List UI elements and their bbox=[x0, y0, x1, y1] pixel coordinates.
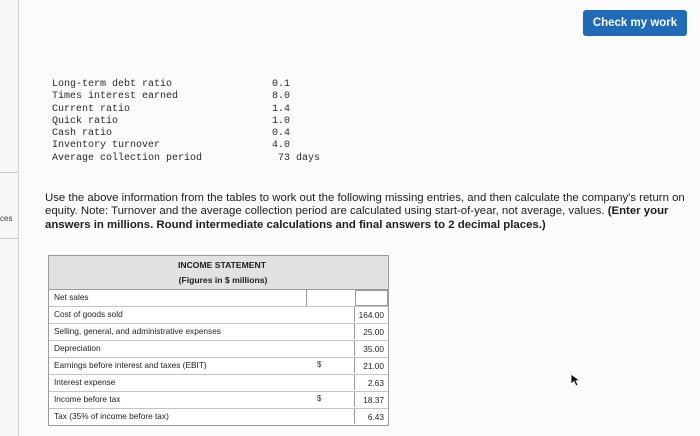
ratio-name: Average collection period bbox=[52, 152, 203, 164]
ratio-name: Cash ratio bbox=[52, 128, 113, 140]
table-title: INCOME STATEMENT bbox=[177, 260, 266, 270]
ratio-row bbox=[52, 91, 332, 103]
mouse-cursor-icon bbox=[571, 374, 583, 388]
ratio-value: 1.0 bbox=[272, 115, 291, 127]
ratio-row bbox=[52, 79, 332, 91]
ratio-value: 0.1 bbox=[272, 79, 291, 90]
dollar-sign: $ bbox=[317, 360, 322, 369]
ratio-row bbox=[52, 128, 332, 140]
table-row bbox=[49, 324, 388, 341]
dollar-sign: $ bbox=[317, 394, 322, 403]
table-row bbox=[49, 341, 388, 358]
row-label: Interest expense bbox=[54, 377, 116, 387]
table-row bbox=[49, 409, 388, 425]
divider bbox=[0, 238, 18, 239]
instructions-text: Use the above information from the tables to work out the following missing entries, and then calculate the company's return on equity. Note: Turnover and the average collection period are calculated using start-of-year, not average, values. bbox=[45, 192, 685, 218]
ratio-name: Times interest earned bbox=[52, 91, 179, 103]
ratio-value: 0.4 bbox=[272, 128, 291, 140]
table-row bbox=[49, 290, 388, 307]
table-row bbox=[49, 307, 388, 324]
row-value: 21.00 bbox=[354, 358, 386, 373]
row-label: Selling, general, and administrative expenses bbox=[54, 326, 221, 336]
ratio-row bbox=[52, 104, 332, 116]
row-value: 35.00 bbox=[354, 341, 386, 356]
table-row bbox=[49, 392, 388, 409]
table-header bbox=[49, 256, 388, 290]
net-sales-input[interactable] bbox=[355, 290, 388, 306]
row-label: Tax (35% of income before tax) bbox=[54, 411, 169, 421]
row-value: 2.63 bbox=[354, 375, 386, 390]
ratio-value: 1.4 bbox=[272, 103, 291, 115]
row-label: Net sales bbox=[54, 292, 89, 302]
check-my-work-button[interactable]: Check my work bbox=[583, 10, 687, 36]
row-value: 18.37 bbox=[354, 392, 386, 407]
row-label: Income before tax bbox=[54, 394, 121, 404]
ratio-value: 73 days bbox=[278, 152, 321, 164]
side-tab-label[interactable]: ces bbox=[0, 214, 13, 223]
ratio-row bbox=[52, 140, 332, 152]
table-row bbox=[49, 375, 388, 392]
ratio-row bbox=[52, 116, 332, 128]
table-row bbox=[49, 358, 388, 375]
ratio-value: 4.0 bbox=[272, 140, 291, 152]
instructions bbox=[45, 192, 685, 232]
income-statement-table bbox=[48, 255, 389, 426]
row-label: Depreciation bbox=[54, 343, 101, 353]
row-value: 25.00 bbox=[354, 324, 386, 339]
row-value: 6.43 bbox=[354, 409, 386, 424]
row-label: Cost of goods sold bbox=[54, 309, 123, 319]
ratio-name: Quick ratio bbox=[52, 115, 119, 127]
ratio-value: 8.0 bbox=[272, 91, 291, 103]
ratio-name: Inventory turnover bbox=[52, 140, 161, 152]
divider bbox=[0, 172, 18, 173]
ratio-name: Current ratio bbox=[52, 103, 131, 115]
row-value: 164.00 bbox=[354, 307, 386, 322]
ratios-table bbox=[52, 79, 332, 165]
instructions-bold: (Enter your answers in millions. Round intermediate calculations and final answers to 2 decimal places.) bbox=[45, 205, 669, 231]
ratio-row bbox=[52, 153, 332, 165]
dollar-cell bbox=[306, 290, 355, 306]
row-label: Earnings before interest and taxes (EBIT) bbox=[54, 360, 207, 370]
table-subtitle: (Figures in $ millions) bbox=[178, 275, 268, 285]
ratio-name: Long-term debt ratio bbox=[52, 79, 173, 90]
